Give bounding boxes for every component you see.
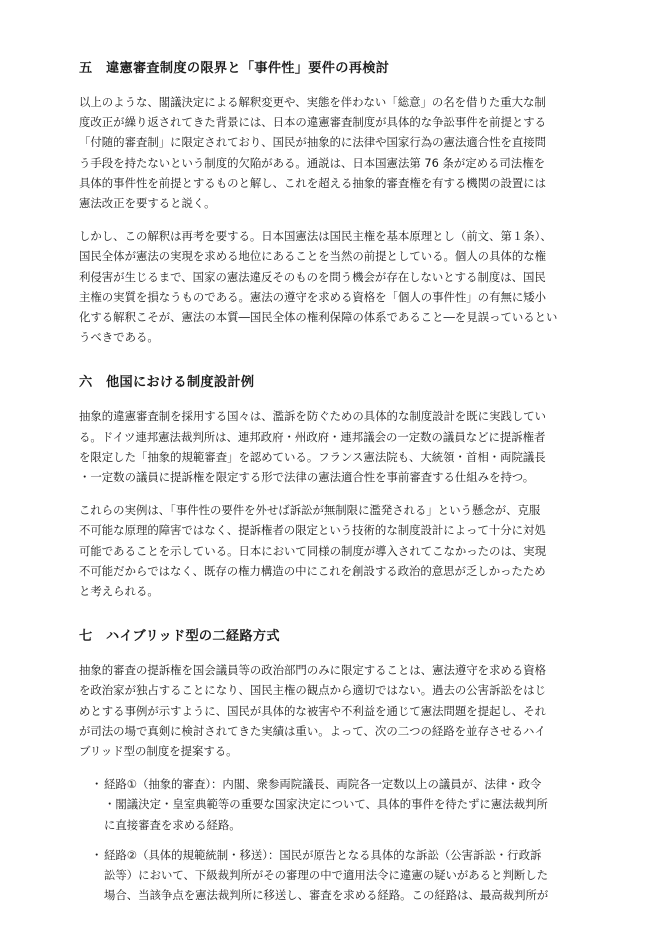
route-list (79, 774, 589, 905)
text-line: うべきである。 (79, 330, 159, 345)
text-line: を限定した「抽象的規範審査」を認めている。フランス憲法院も、大統領・首相・両院議長 (79, 449, 546, 464)
text-line: 不可能だからではなく、既存の権力構造の中にこれを創設する政治的意思が乏しかったため (79, 563, 546, 578)
document-body (79, 60, 589, 916)
text-line: 憲法改正を要すると説く。 (79, 196, 216, 211)
text-line: 以上のような、閣議決定による解釈変更や、実態を伴わない「総意」の名を借りた重大な制 (79, 95, 546, 109)
paragraph (79, 92, 589, 213)
section-6 (79, 374, 589, 601)
text-line: 具体的事件性を前提とするものと解し、これを超える抽象的審査権を有する機関の設置には (79, 175, 547, 190)
text-line: 「付随的審査制」に限定されており、国民が抽象的に法律や国家行為の憲法適合性を直接問 (79, 135, 547, 150)
text-line: 度改正が繰り返されてきた背景には、日本の違憲審査制度が具体的な争訟事件を前提とする (79, 115, 547, 130)
text-line: 経路①（抽象的審査）：内閣、衆参両院議長、両院各一定数以上の議員が、法律・政令 (104, 777, 542, 792)
text-line: ブリッド型の制度を提案する。 (79, 744, 238, 759)
list-item (82, 845, 589, 906)
text-line: 抽象的違憲審査制を採用する国々は、濫訴を防ぐための具体的な制度設計を既に実践してい (79, 409, 547, 424)
bullet-mark: ・ (91, 847, 103, 862)
text-line: ・閣議決定・皇室典範等の重要な国家決定について、具体的事件を待たずに憲法裁判所 (104, 797, 548, 812)
text-line: に直接審査を求める経路。 (104, 817, 241, 832)
list-item (82, 774, 589, 835)
text-line: 経路②（具体的規範統制・移送）：国民が原告となる具体的な訴訟（公害訴訟・行政訴 (104, 847, 542, 862)
text-line: 抽象的審査の提訴権を国会議員等の政治部門のみに限定することは、憲法遵守を求める資格 (79, 663, 547, 678)
text-line: 可能であることを示している。日本において同様の制度が導入されてこなかったのは、実現 (79, 543, 547, 558)
text-line: う手段を持たないという制度的欠陥がある。通説は、日本国憲法第 76 条が定める司法権を (79, 155, 545, 170)
text-line: しかし、この解釈は再考を要する。日本国憲法は国民主権を基本原理とし（前文、第１条）、 (79, 229, 552, 244)
text-line: 不可能な原理的障害ではなく、提訴権者の限定という技術的な制度設計によって十分に対処 (79, 523, 546, 538)
text-line: 主権の実質を損なうものである。憲法の遵守を求める資格を「個人の事件性」の有無に矮小 (79, 289, 547, 304)
text-line: これらの実例は、「事件性の要件を外せば訴訟が無制限に濫発される」という懸念が、克服 (79, 503, 541, 518)
paragraph (79, 500, 589, 601)
text-line: 利侵害が生じるまで、国家の憲法違反そのものを問う機会が存在しないとする制度は、国民 (79, 269, 546, 284)
text-line: 場合、当該争点を憲法裁判所に移送し、審査を求める経路。この経路は、最高裁判所が (104, 888, 549, 903)
text-line: が司法の場で真剣に検討されてきた実績は重い。よって、次の二つの経路を並存させるハイ (79, 723, 546, 738)
paragraph (79, 660, 589, 761)
text-line: を政治家が独占することになり、国民主権の観点から適切ではない。過去の公害訴訟をはじ (79, 683, 547, 698)
section-heading: 六 他国における制度設計例 (79, 375, 255, 391)
section-5 (79, 60, 589, 347)
section-heading: 七 ハイブリッド型の二経路方式 (79, 629, 280, 645)
bullet-mark: ・ (91, 777, 103, 792)
text-line: 化する解釈こそが、憲法の本質―国民全体の権利保障の体系であること―を見誤っているとい (79, 310, 558, 325)
section-heading: 五 違憲審査制度の限界と「事件性」要件の再検討 (79, 61, 390, 76)
text-line: と考えられる。 (79, 584, 159, 599)
section-7 (79, 628, 589, 905)
text-line: 訟等）において、下級裁判所がその審理の中で適用法令に違憲の疑いがあると判断した (104, 868, 549, 883)
text-line: 国民全体が憲法の実現を求める地位にあることを当然の前提としている。個人の具体的な権 (79, 249, 547, 264)
text-line: ・一定数の議員に提訴権を限定する形で法律の憲法適合性を事前審査する仕組みを持つ。 (79, 470, 535, 485)
paragraph (79, 406, 589, 487)
text-line: る。ドイツ連邦憲法裁判所は、連邦政府・州政府・連邦議会の一定数の議員などに提訴権者 (79, 429, 546, 444)
paragraph (79, 226, 589, 347)
text-line: めとする事例が示すように、国民が具体的な被害や不利益を通じて憲法問題を提起し、それ (79, 703, 547, 718)
